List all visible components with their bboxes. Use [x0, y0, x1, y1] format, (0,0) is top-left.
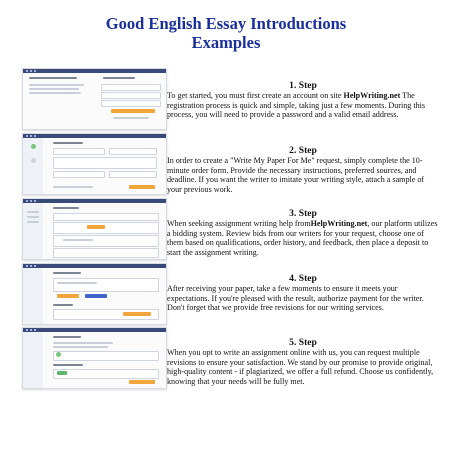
step-5-screenshot — [22, 327, 167, 389]
step-5-body — [167, 348, 439, 386]
step-2-text — [167, 145, 439, 194]
step-1-brand: HelpWriting.net — [343, 91, 401, 100]
step-5 — [0, 327, 452, 389]
step-5-title: 5. Step — [289, 337, 317, 348]
step-1-text — [167, 80, 439, 120]
step-1-title: 1. Step — [289, 80, 317, 91]
step-4-body — [167, 284, 439, 313]
step-5-body-before: When you opt to write an assignment online with us, you can request multiple revisions to ensure your satisfaction. We stand by our promise to provide original, high-quality content - if plagiarized, we offer a full refund. Choose us confidently, knowing that your needs will be fully met. — [167, 348, 434, 386]
page-title — [0, 14, 452, 52]
step-4-title: 4. Step — [289, 273, 317, 284]
step-3-body-after: , our platform utilizes a bidding system. Review bids from our writers for your request, choose one of them based on qualifications, order history, and feedback, then place a deposit to start the assignment writing. — [167, 219, 438, 257]
step-3-body-before: When seeking assignment writing help from — [167, 219, 311, 228]
page-title-line-1: Good English Essay Introductions — [105, 14, 347, 33]
step-1-body — [167, 91, 439, 120]
step-1-screenshot — [22, 68, 167, 130]
step-2-title: 2. Step — [289, 145, 317, 156]
step-4-body-before: After receiving your paper, take a few moments to ensure it meets your expectations. If you're pleased with the result, authorize payment for the writer. Don't forget that we provide free revisions for our writing services. — [167, 284, 424, 313]
step-3-body — [167, 219, 439, 257]
step-3-brand: HelpWriting.net — [310, 219, 368, 228]
step-5-text — [167, 337, 439, 386]
step-4 — [0, 263, 452, 325]
step-2 — [0, 133, 452, 195]
step-3-title: 3. Step — [289, 208, 317, 219]
step-1 — [0, 68, 452, 130]
step-1-body-before: To get started, you must first create an account on site — [167, 91, 344, 100]
step-4-screenshot — [22, 263, 167, 325]
step-3 — [0, 198, 452, 260]
page-title-line-2: Examples — [191, 33, 261, 52]
step-2-body — [167, 156, 439, 194]
step-3-text — [167, 208, 439, 257]
step-2-body-before: In order to create a "Write My Paper For Me" request, simply complete the 10-minute order form. Provide the necessary instructions, preferred sources, and deadline. If you want the writer to imitate your writing style, attach a sample of your previous work. — [167, 156, 425, 194]
step-3-screenshot — [22, 198, 167, 260]
step-1-body-after: The registration process is quick and simple, taking just a few moments. During this process, you will need to provide a password and a valid email address. — [167, 91, 426, 120]
step-4-text — [167, 273, 439, 313]
step-2-screenshot — [22, 133, 167, 195]
